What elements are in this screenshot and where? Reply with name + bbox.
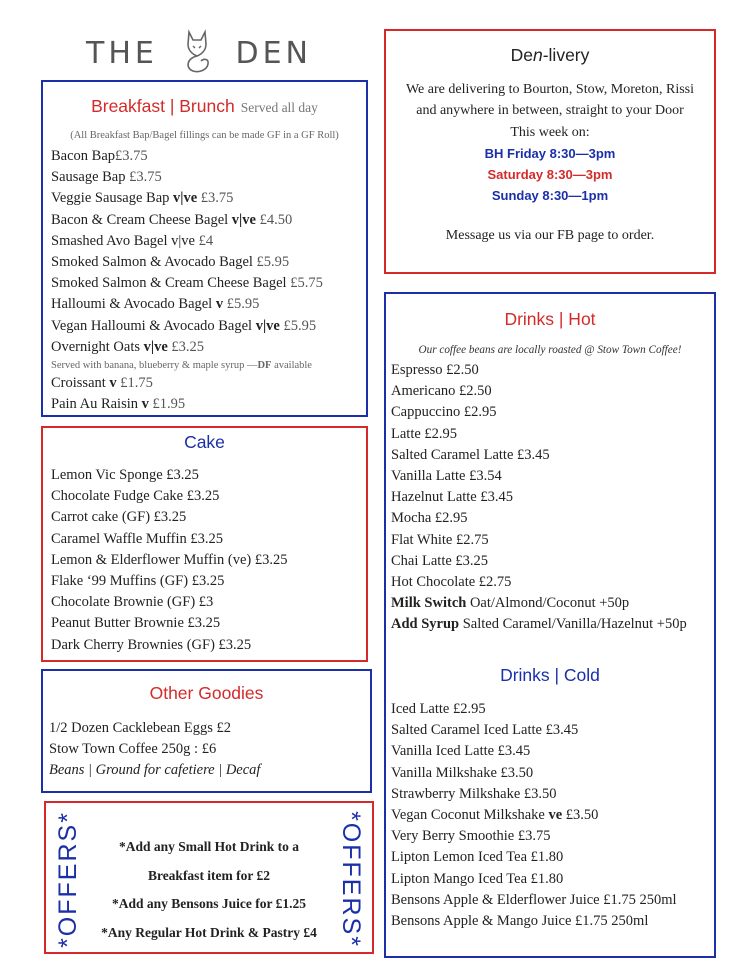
menu-item: Carrot cake (GF) £3.25 bbox=[51, 509, 187, 526]
menu-item: Iced Latte £2.95 bbox=[391, 701, 486, 717]
logo bbox=[86, 30, 312, 76]
offers-section bbox=[44, 801, 374, 954]
menu-item: Salted Caramel Iced Latte £3.45 bbox=[391, 722, 579, 739]
offers-lines bbox=[86, 833, 332, 947]
cold-drinks-list bbox=[391, 699, 677, 932]
menu-item: Croissant v £1.75 bbox=[51, 375, 153, 392]
menu-item: Sausage Bap £3.75 bbox=[51, 169, 162, 186]
menu-item: Latte £2.95 bbox=[391, 425, 458, 442]
add-syrup-item: Add Syrup Salted Caramel/Vanilla/Hazelnut +50p bbox=[391, 616, 687, 633]
menu-item: Caramel Waffle Muffin £3.25 bbox=[51, 530, 223, 547]
delivery-line: and anywhere in between, straight to your Door bbox=[416, 103, 684, 119]
menu-item: Hot Chocolate £2.75 bbox=[391, 574, 512, 591]
menu-item: Vegan Halloumi & Avocado Bagel v|ve £5.95 bbox=[51, 317, 317, 334]
offers-side-label-left: *OFFERS* bbox=[53, 811, 82, 948]
menu-item: Flat White £2.75 bbox=[391, 531, 489, 548]
menu-item: Vanilla Latte £3.54 bbox=[391, 468, 502, 485]
breakfast-subtitle: Served all day bbox=[240, 100, 318, 115]
menu-item: 1/2 Dozen Cacklebean Eggs £2 bbox=[49, 720, 232, 736]
offers-side-label-right: *OFFERS* bbox=[336, 811, 365, 948]
drinks-section bbox=[384, 292, 716, 958]
menu-item: Bensons Apple & Mango Juice £1.75 250ml bbox=[391, 913, 649, 930]
hot-drinks-list bbox=[391, 360, 687, 636]
delivery-body bbox=[386, 79, 714, 207]
menu-item: Halloumi & Avocado Bagel v £5.95 bbox=[51, 296, 260, 313]
menu-item: Flake ‘99 Muffins (GF) £3.25 bbox=[51, 573, 225, 590]
delivery-message: Message us via our FB page to order. bbox=[445, 228, 655, 243]
offer-line: *Add any Small Hot Drink to a bbox=[118, 839, 300, 854]
menu-item: Very Berry Smoothie £3.75 bbox=[391, 828, 551, 845]
delivery-title: Den-livery bbox=[510, 45, 590, 65]
logo-word-the: THE bbox=[86, 35, 158, 71]
delivery-day-sunday: Sunday 8:30—1pm bbox=[491, 188, 609, 204]
cake-section bbox=[41, 426, 368, 662]
drinks-hot-title: Drinks | Hot bbox=[504, 309, 596, 329]
coffee-note: Our coffee beans are locally roasted @ Stow Town Coffee! bbox=[418, 344, 682, 356]
goodies-title: Other Goodies bbox=[149, 683, 264, 703]
breakfast-heading bbox=[43, 96, 366, 117]
delivery-day-saturday: Saturday 8:30—3pm bbox=[487, 167, 613, 183]
menu-item: Stow Town Coffee 250g : £6 bbox=[49, 741, 217, 758]
delivery-line: We are delivering to Bourton, Stow, Moreton, Rissi bbox=[405, 82, 695, 97]
menu-item: Veggie Sausage Bap v|ve £3.75 bbox=[51, 190, 234, 207]
cake-list bbox=[51, 465, 288, 656]
menu-item: Overnight Oats v|ve £3.25 bbox=[51, 338, 205, 355]
menu-item: Dark Cherry Brownies (GF) £3.25 bbox=[51, 636, 252, 653]
menu-item: Lemon & Elderflower Muffin (ve) £3.25 bbox=[51, 551, 288, 568]
menu-item: Chocolate Brownie (GF) £3 bbox=[51, 594, 214, 611]
breakfast-list bbox=[51, 146, 323, 415]
menu-item: Smoked Salmon & Cream Cheese Bagel £5.75 bbox=[51, 275, 323, 292]
menu-item: Pain Au Raisin v £1.95 bbox=[51, 396, 186, 413]
milk-switch-item: Milk Switch Oat/Almond/Coconut +50p bbox=[391, 595, 630, 612]
offer-line: *Any Regular Hot Drink & Pastry £4 bbox=[101, 924, 317, 940]
menu-item: Vanilla Milkshake £3.50 bbox=[391, 764, 534, 781]
menu-item: Cappuccino £2.95 bbox=[391, 404, 497, 421]
fox-icon bbox=[179, 28, 215, 79]
menu-item: Hazelnut Latte £3.45 bbox=[391, 489, 513, 506]
goodies-list bbox=[49, 718, 260, 782]
drinks-cold-title: Drinks | Cold bbox=[500, 665, 600, 685]
offer-line: *Add any Bensons Juice for £1.25 bbox=[111, 896, 307, 911]
menu-item: Lemon Vic Sponge £3.25 bbox=[51, 467, 199, 483]
breakfast-gf-note: (All Breakfast Bap/Bagel fillings can be made GF in a GF Roll) bbox=[70, 130, 339, 141]
menu-item: Smashed Avo Bagel v|ve £4 bbox=[51, 232, 214, 249]
menu-item: Bacon & Cream Cheese Bagel v|ve £4.50 bbox=[51, 211, 293, 228]
goodies-section bbox=[41, 669, 372, 793]
offer-line: Breakfast item for £2 bbox=[147, 867, 271, 883]
delivery-section bbox=[384, 29, 716, 274]
menu-item: Beans | Ground for cafetiere | Decaf bbox=[49, 762, 261, 779]
logo-word-den: DEN bbox=[235, 35, 312, 71]
menu-item: Strawberry Milkshake £3.50 bbox=[391, 785, 557, 802]
delivery-day-friday: BH Friday 8:30—3pm bbox=[484, 145, 616, 161]
menu-item: Chocolate Fudge Cake £3.25 bbox=[51, 488, 220, 505]
oats-note: Served with banana, blueberry & maple syrup —DF available bbox=[51, 360, 312, 372]
menu-item: Salted Caramel Latte £3.45 bbox=[391, 446, 550, 463]
menu-item: Mocha £2.95 bbox=[391, 510, 468, 527]
menu-item: Lipton Lemon Iced Tea £1.80 bbox=[391, 849, 564, 866]
menu-item: Americano £2.50 bbox=[391, 383, 492, 400]
breakfast-title: Breakfast | Brunch bbox=[91, 96, 235, 116]
menu-item: Bensons Apple & Elderflower Juice £1.75 250ml bbox=[391, 891, 677, 908]
delivery-line: This week on: bbox=[510, 124, 590, 140]
menu-item: Vegan Coconut Milkshake ve £3.50 bbox=[391, 807, 599, 824]
menu-item: Vanilla Iced Latte £3.45 bbox=[391, 743, 531, 760]
menu-item: Bacon Bap£3.75 bbox=[51, 148, 148, 164]
menu-item: Espresso £2.50 bbox=[391, 362, 479, 378]
menu-item: Peanut Butter Brownie £3.25 bbox=[51, 615, 221, 632]
menu-item: Chai Latte £3.25 bbox=[391, 552, 489, 569]
menu-item: Lipton Mango Iced Tea £1.80 bbox=[391, 870, 564, 887]
cake-title: Cake bbox=[184, 432, 225, 452]
menu-item: Smoked Salmon & Avocado Bagel £5.95 bbox=[51, 254, 290, 271]
breakfast-section bbox=[41, 80, 368, 417]
